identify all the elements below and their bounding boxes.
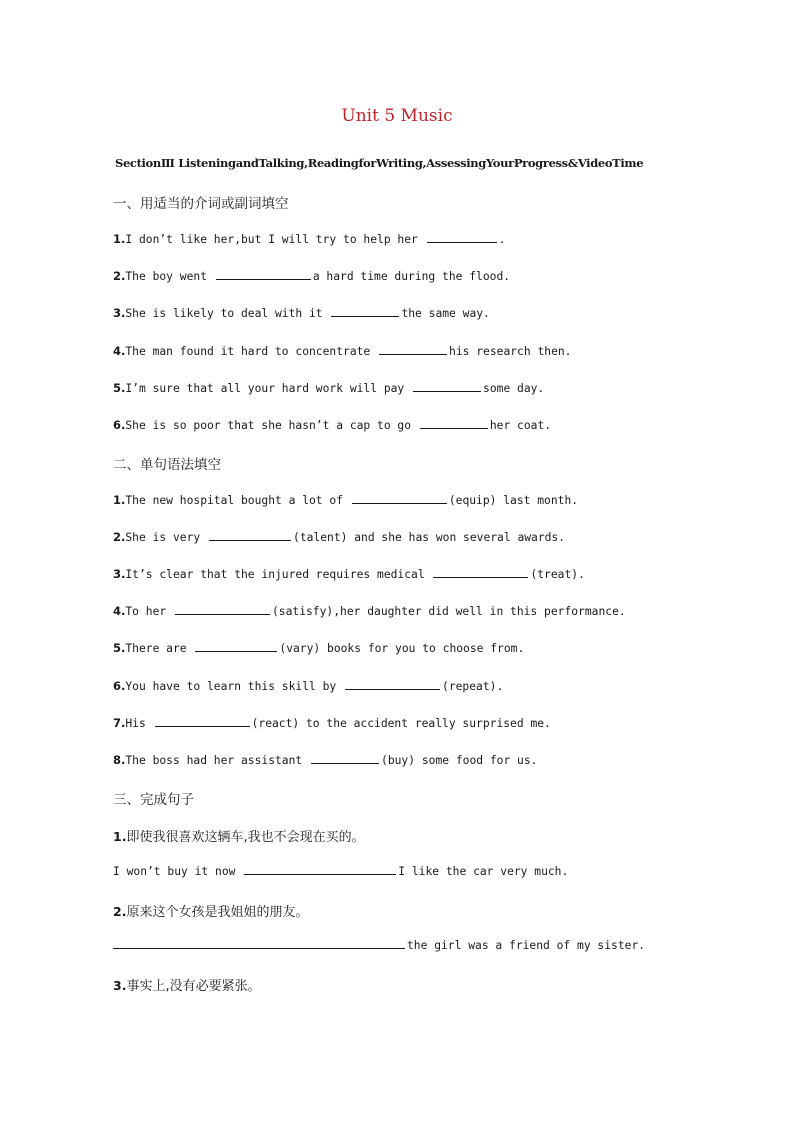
part2-item-1: 1.The new hospital bought a lot of (equip) last month. <box>113 493 579 507</box>
part3-q2-sentence: the girl was a friend of my sister. <box>113 939 645 952</box>
part1-item-3: 3.She is likely to deal with it the same way. <box>113 306 490 320</box>
part2-item-6: 6.You have to learn this skill by (repeat). <box>113 679 504 693</box>
answer-blank[interactable] <box>345 688 440 690</box>
part1-item-4: 4.The man found it hard to concentrate his research then. <box>113 344 572 358</box>
answer-blank[interactable] <box>216 278 311 280</box>
part2-heading: 二、单句语法填空 <box>113 457 221 473</box>
answer-blank[interactable] <box>155 725 250 727</box>
part1-item-2: 2.The boy went a hard time during the flood. <box>113 269 511 283</box>
page-title: Unit 5 Music <box>341 106 453 126</box>
part2-item-2: 2.She is very (talent) and she has won several awards. <box>113 530 566 544</box>
part3-heading: 三、完成句子 <box>113 792 194 808</box>
part2-item-5: 5.There are (vary) books for you to choose from. <box>113 641 525 655</box>
part2-item-3: 3.It’s clear that the injured requires medical (treat). <box>113 567 585 581</box>
answer-blank[interactable] <box>352 502 447 504</box>
answer-blank[interactable] <box>413 390 481 392</box>
answer-blank[interactable] <box>175 613 270 615</box>
part1-item-1: 1.I don’t like her,but I will try to help her . <box>113 232 506 246</box>
part2-item-7: 7.His (react) to the accident really surprised me. <box>113 716 551 730</box>
part3-q2-prompt: 2.原来这个女孩是我姐姐的朋友。 <box>113 904 309 920</box>
part2-item-4: 4.To her (satisfy),her daughter did well in this performance. <box>113 604 626 618</box>
part1-item-5: 5.I’m sure that all your hard work will pay some day. <box>113 381 545 395</box>
section-subtitle: SectionⅢ ListeningandTalking,ReadingforWriting,AssessingYourProgress&VideoTime <box>115 156 644 170</box>
part2-item-8: 8.The boss had her assistant (buy) some food for us. <box>113 753 538 767</box>
answer-blank[interactable] <box>433 576 528 578</box>
part3-q1-prompt: 1.即使我很喜欢这辆车,我也不会现在买的。 <box>113 829 365 845</box>
answer-blank[interactable] <box>209 539 291 541</box>
answer-blank[interactable] <box>427 241 497 243</box>
answer-blank[interactable] <box>379 353 447 355</box>
answer-blank[interactable] <box>113 947 405 949</box>
answer-blank[interactable] <box>244 873 396 875</box>
part1-heading: 一、用适当的介词或副词填空 <box>113 196 289 212</box>
answer-blank[interactable] <box>195 650 277 652</box>
answer-blank[interactable] <box>331 315 399 317</box>
part3-q1-sentence: I won’t buy it now I like the car very much. <box>113 865 569 878</box>
part3-q3-prompt: 3.事实上,没有必要紧张。 <box>113 978 261 994</box>
answer-blank[interactable] <box>311 762 379 764</box>
part1-item-6: 6.She is so poor that she hasn’t a cap to go her coat. <box>113 418 552 432</box>
answer-blank[interactable] <box>420 427 488 429</box>
